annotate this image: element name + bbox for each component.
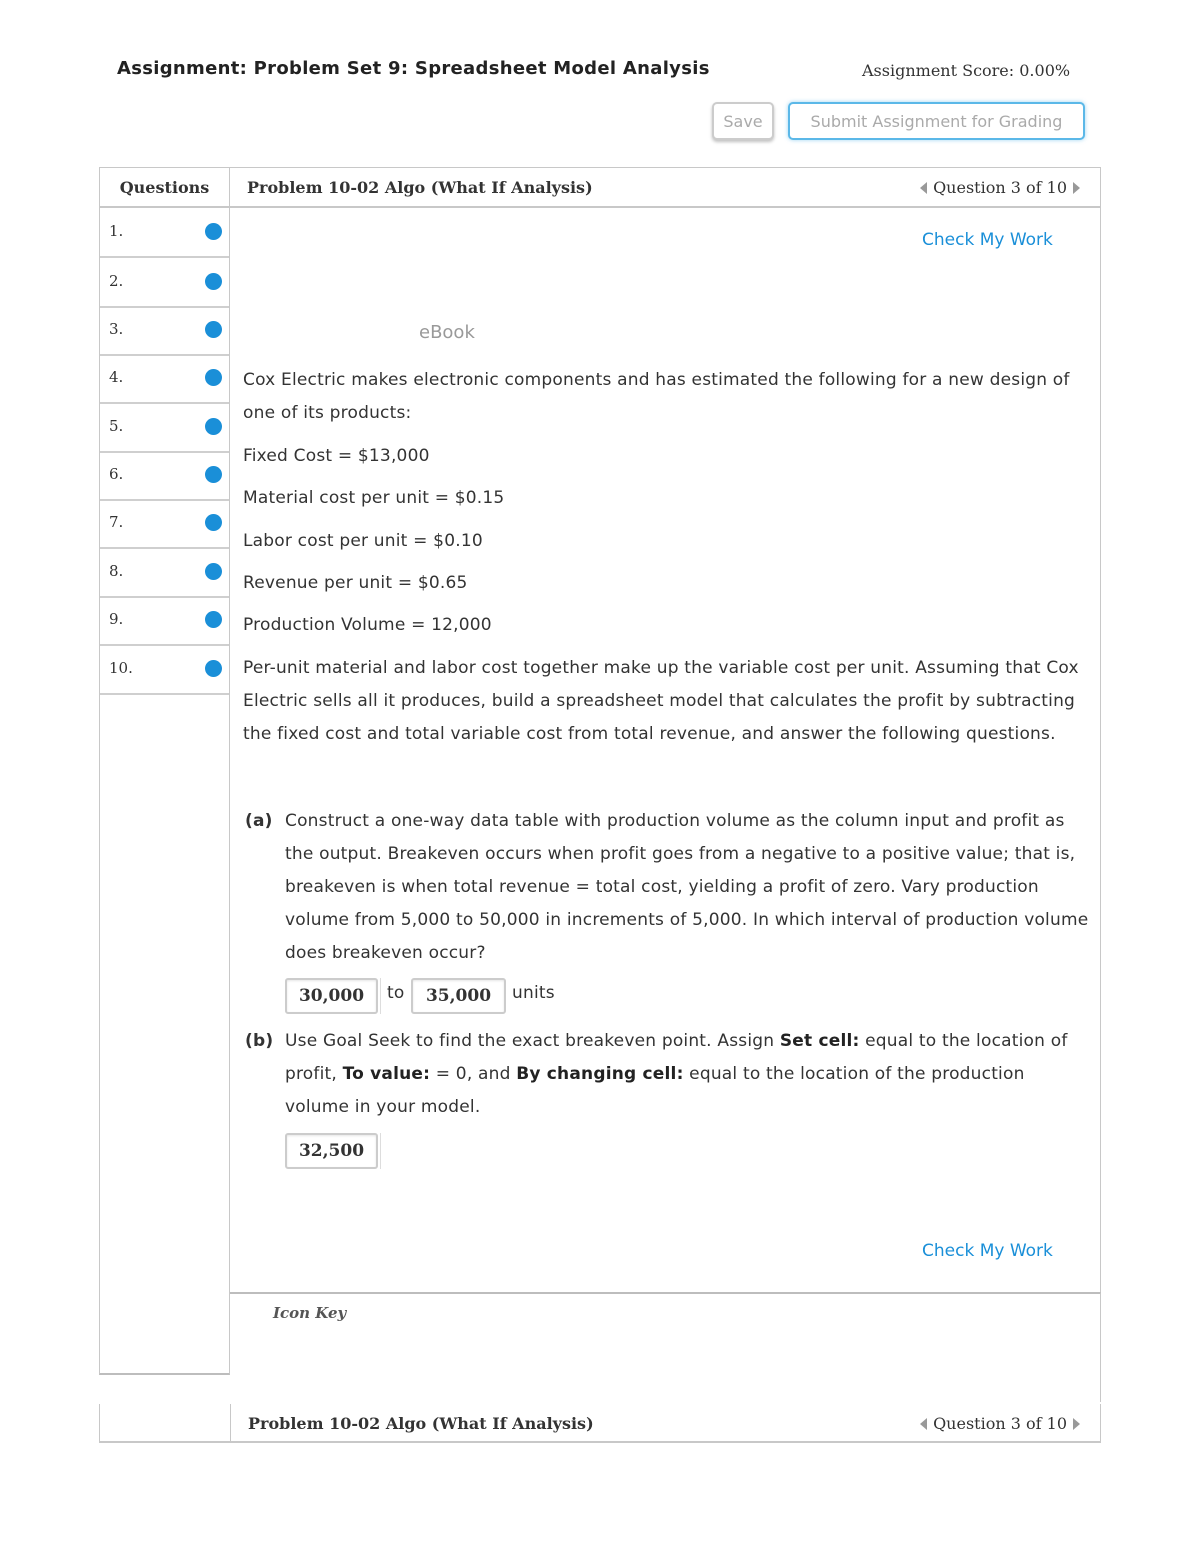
problem-intro: Cox Electric makes electronic components and has estimated the following for a new design of one of its products: bbox=[243, 370, 1070, 423]
question-number: 3. bbox=[109, 320, 124, 338]
given-material-cost: Material cost per unit = $0.15 bbox=[243, 488, 505, 508]
sidebar-item-question-1[interactable] bbox=[100, 208, 229, 258]
question-number: 2. bbox=[109, 272, 124, 290]
problem-title-bottom: Problem 10-02 Algo (What If Analysis) bbox=[248, 1414, 594, 1433]
previous-question-icon[interactable] bbox=[920, 182, 927, 194]
question-number: 9. bbox=[109, 610, 124, 628]
sidebar-item-question-9[interactable] bbox=[100, 596, 229, 646]
answer-breakeven-point[interactable]: 32,500 bbox=[285, 1133, 378, 1169]
sidebar-item-question-3[interactable] bbox=[100, 306, 229, 356]
next-question-icon[interactable] bbox=[1073, 1418, 1080, 1430]
given-production-volume: Production Volume = 12,000 bbox=[243, 615, 492, 635]
status-dot-icon bbox=[205, 418, 222, 435]
next-question-icon[interactable] bbox=[1073, 182, 1080, 194]
question-number: 1. bbox=[109, 222, 124, 240]
check-my-work-link-bottom[interactable]: Check My Work bbox=[922, 1241, 1053, 1261]
sidebar-item-question-2[interactable] bbox=[100, 258, 229, 308]
sidebar-item-question-4[interactable] bbox=[100, 354, 229, 404]
check-my-work-link[interactable]: Check My Work bbox=[922, 230, 1053, 250]
sidebar-item-question-6[interactable] bbox=[100, 451, 229, 501]
part-b-label: (b) bbox=[245, 1031, 274, 1051]
icon-key-section bbox=[233, 1292, 1101, 1402]
interval-connector: to bbox=[387, 983, 405, 1003]
answer-interval-low[interactable]: 30,000 bbox=[285, 978, 378, 1014]
question-number: 8. bbox=[109, 562, 124, 580]
given-fixed-cost: Fixed Cost = $13,000 bbox=[243, 446, 430, 466]
save-button[interactable]: Save bbox=[712, 102, 774, 140]
part-b-text: Use Goal Seek to find the exact breakeven point. Assign Set cell: equal to the location of profit, To value: = 0, and By changing cell: equal to the location of the production volume in your model. bbox=[285, 1031, 1068, 1117]
problem-header bbox=[230, 168, 1100, 208]
status-dot-icon bbox=[205, 223, 222, 240]
status-dot-icon bbox=[205, 660, 222, 677]
question-number: 4. bbox=[109, 368, 124, 386]
given-labor-cost: Labor cost per unit = $0.10 bbox=[243, 531, 483, 551]
previous-question-icon[interactable] bbox=[920, 1418, 927, 1430]
units-label: units bbox=[512, 983, 555, 1003]
problem-description: Per-unit material and labor cost together make up the variable cost per unit. Assuming that Cox Electric sells all it produces, build a spreadsheet model that calculates the profit by subtracting the fixed cost and total variable cost from total revenue, and answer the following questions. bbox=[243, 658, 1079, 744]
part-a-label: (a) bbox=[245, 811, 273, 831]
questions-header: Questions bbox=[100, 168, 229, 208]
question-position-bottom: Question 3 of 10 bbox=[933, 1414, 1067, 1433]
submit-assignment-button[interactable]: Submit Assignment for Grading bbox=[788, 102, 1085, 140]
problem-title: Problem 10-02 Algo (What If Analysis) bbox=[247, 178, 593, 197]
assignment-score: Assignment Score: 0.00% bbox=[862, 61, 1071, 80]
sidebar-item-question-7[interactable] bbox=[100, 499, 229, 549]
assignment-title: Assignment: Problem Set 9: Spreadsheet Model Analysis bbox=[117, 58, 710, 79]
given-revenue: Revenue per unit = $0.65 bbox=[243, 573, 468, 593]
question-position: Question 3 of 10 bbox=[933, 178, 1067, 197]
status-dot-icon bbox=[205, 321, 222, 338]
sidebar-item-question-5[interactable] bbox=[100, 403, 229, 453]
sidebar-item-question-10[interactable] bbox=[100, 645, 229, 695]
status-dot-icon bbox=[205, 514, 222, 531]
status-dot-icon bbox=[205, 563, 222, 580]
sidebar-item-question-8[interactable] bbox=[100, 548, 229, 598]
question-number: 7. bbox=[109, 513, 124, 531]
questions-sidebar bbox=[99, 167, 230, 1375]
status-dot-icon bbox=[205, 466, 222, 483]
question-navigator bbox=[920, 178, 1080, 197]
question-navigator-bottom bbox=[920, 1414, 1080, 1433]
status-dot-icon bbox=[205, 369, 222, 386]
icon-key-label: Icon Key bbox=[273, 1304, 347, 1322]
question-number: 10. bbox=[109, 659, 133, 677]
part-a-text: Construct a one-way data table with production volume as the column input and profit as the output. Breakeven occurs when profit goes from a negative to a positive value; that is, breakeven is when total revenue = total cost, yielding a profit of zero. Vary production volume from 5,000 to 50,000 in increments of 5,000. In which interval of production volume does breakeven occur? bbox=[285, 811, 1089, 963]
question-number: 6. bbox=[109, 465, 124, 483]
question-number: 5. bbox=[109, 417, 124, 435]
answer-interval-high[interactable]: 35,000 bbox=[411, 978, 506, 1014]
status-dot-icon bbox=[205, 273, 222, 290]
status-dot-icon bbox=[205, 611, 222, 628]
problem-footer-header bbox=[99, 1404, 1101, 1443]
ebook-link[interactable]: eBook bbox=[419, 322, 475, 343]
